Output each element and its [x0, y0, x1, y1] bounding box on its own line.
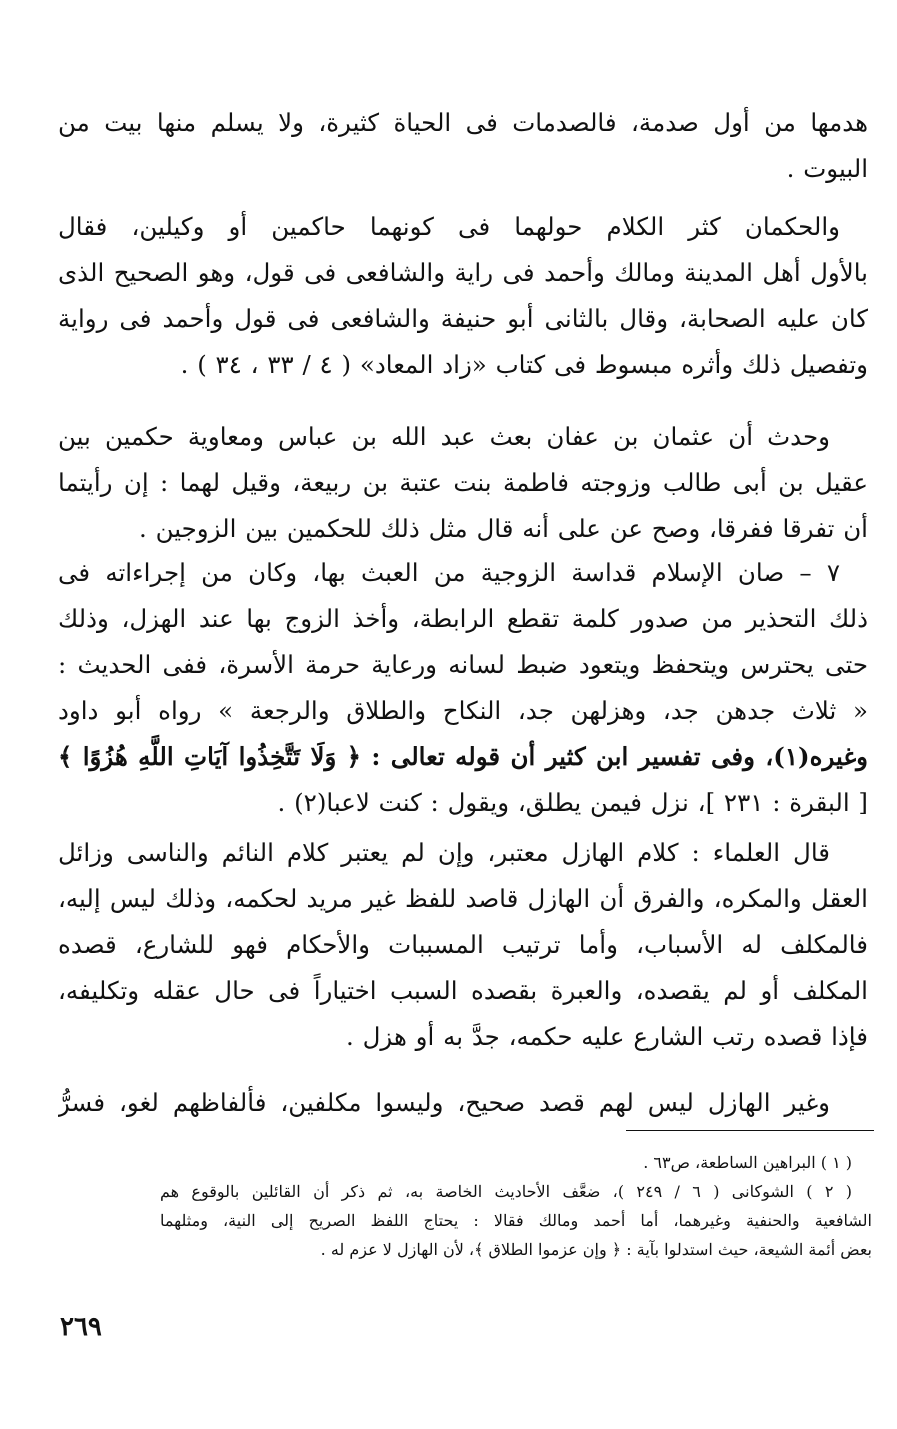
paragraph-5: [58, 830, 868, 1060]
footnote-divider: [626, 1130, 874, 1131]
text-line: والحكمان كثر الكلام حولهما فى كونهما حاكمين أو وكيلين، فقال: [58, 212, 840, 241]
text-line: حتى يحترس ويتحفظ ويتعود ضبط لسانه ورعاية حرمة الأسرة، ففى الحديث :: [58, 650, 868, 679]
footnotes: [160, 1148, 872, 1264]
footnote-1: ( ١ ) البراهين الساطعة، ص٦٣ .: [643, 1153, 852, 1172]
text-line: فالمكلف له الأسباب، وأما ترتيب المسببات والأحكام فهو للشارع، قصده: [58, 930, 868, 959]
footnote-2-continued: بعض أئمة الشيعة، حيث استدلوا بآية : ﴿ وإن عزموا الطلاق ﴾، لأن الهازل لا عزم له .: [320, 1240, 872, 1259]
text-line: « ثلاث جدهن جد، وهزلهن جد، النكاح والطلاق والرجعة » رواه أبو داود: [58, 696, 868, 725]
text-line: وتفصيل ذلك وأثره مبسوط فى كتاب «زاد المعاد» ( ٤ / ٣٣ ، ٣٤ ) .: [180, 350, 868, 379]
text-line: البيوت .: [786, 154, 868, 183]
text-line: العقل والمكره، والفرق أن الهازل قاصد للفظ غير مريد لحكمه، وذلك ليس إليه،: [58, 884, 868, 913]
text-line-quran-verse: وغيره(١)، وفى تفسير ابن كثير أن قوله تعالى : ﴿ وَلَا تَتَّخِذُوا آيَاتِ اللَّهِ هُزُوًا ﴾: [58, 742, 868, 771]
paragraph-4: [58, 550, 868, 826]
text-line: ٧ – صان الإسلام قداسة الزوجية من العبث بها، وكان من إجراءاته فى: [58, 558, 840, 587]
text-line: ذلك التحذير من صدور كلمة تقطع الرابطة، وأخذ الزوج بها عند الهزل، وذلك: [58, 604, 868, 633]
text-line: كان عليه الصحابة، وقال بالثانى أبو حنيفة والشافعى فى قول وأحمد فى رواية: [58, 304, 868, 333]
text-line: [ البقرة : ٢٣١ ]، نزل فيمن يطلق، ويقول : كنت لاعبا(٢) .: [277, 788, 868, 817]
footnote-2-continued: الشافعية والحنفية وغيرهما، أما أحمد ومالك فقالا : يحتاج اللفظ الصريح إلى النية، ومثلهما: [160, 1211, 872, 1230]
paragraph-6: [58, 1080, 868, 1126]
text-line: عقيل بن أبى طالب وزوجته فاطمة بنت عتبة بن ربيعة، وقيل لهما : إن رأيتما: [58, 468, 868, 497]
text-line: بالأول أهل المدينة ومالك وأحمد فى راية والشافعى فى قول، وهو الصحيح الذى: [58, 258, 868, 287]
text-line: وغير الهازل ليس لهم قصد صحيح، وليسوا مكلفين، فألفاظهم لغو، فسرُّ: [58, 1088, 830, 1117]
text-line: وحدث أن عثمان بن عفان بعث عبد الله بن عباس ومعاوية حكمين بين: [58, 422, 830, 451]
paragraph-3: [58, 414, 868, 552]
paragraph-2: [58, 204, 868, 388]
text-line: أن تفرقا ففرقا، وصح عن على أنه قال مثل ذلك للحكمين بين الزوجين .: [139, 514, 868, 543]
text-line: المكلف أو لم يقصده، والعبرة بقصده السبب اختياراً فى حال عقله وتكليفه،: [58, 976, 868, 1005]
text-line: فإذا قصده رتب الشارع عليه حكمه، جدَّ به أو هزل .: [346, 1022, 868, 1051]
text-line: قال العلماء : كلام الهازل معتبر، وإن لم يعتبر كلام النائم والناسى وزائل: [58, 838, 830, 867]
text-line: هدمها من أول صدمة، فالصدمات فى الحياة كثيرة، ولا يسلم منها بيت من: [58, 108, 868, 137]
page-number: ٢٦٩: [60, 1312, 102, 1342]
paragraph-1: [58, 100, 868, 192]
footnote-2: ( ٢ ) الشوكانى ( ٦ / ٢٤٩ )، ضعَّف الأحاديث الخاصة به، ثم ذكر أن القائلين بالوقوع هم: [160, 1182, 853, 1201]
